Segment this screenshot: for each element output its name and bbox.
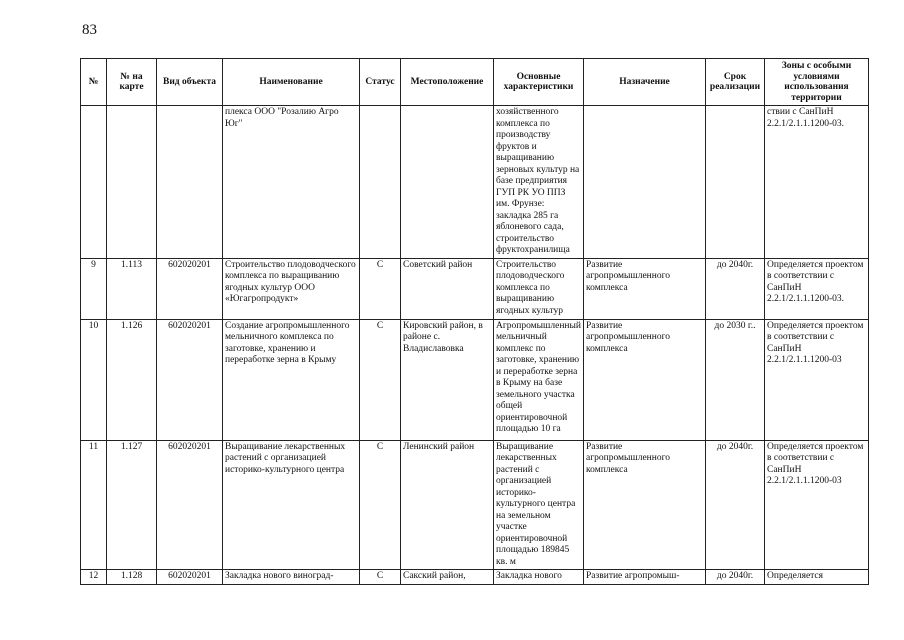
- header-location: Местоположение: [401, 59, 494, 106]
- cell-obj-type: 602020201: [157, 570, 223, 585]
- header-characteristics: Основные характеристики: [494, 59, 584, 106]
- cell-purpose: Развитие агропромышленного комплекса: [584, 440, 706, 570]
- cell-term: до 2040г.: [706, 440, 765, 570]
- cell-name: Закладка нового виноград-: [223, 570, 360, 585]
- cell-map-num: 1.113: [107, 258, 157, 319]
- cell-location: Ленинский район: [401, 440, 494, 570]
- cell-name: плекса ООО "Розалию Агро Юг": [223, 106, 360, 259]
- header-num: №: [81, 59, 107, 106]
- cell-purpose: Развитие агропромышленного комплекса: [584, 258, 706, 319]
- cell-map-num: 1.128: [107, 570, 157, 585]
- cell-num: 10: [81, 319, 107, 440]
- planning-table: [80, 58, 869, 585]
- cell-num: [81, 106, 107, 259]
- cell-term: до 2040г.: [706, 258, 765, 319]
- cell-zones: Определяется проектом в соответствии с СанПиН 2.2.1/2.1.1.1200-03: [765, 319, 869, 440]
- cell-num: 11: [81, 440, 107, 570]
- cell-obj-type: [157, 106, 223, 259]
- cell-term: до 2030 г..: [706, 319, 765, 440]
- cell-obj-type: 602020201: [157, 258, 223, 319]
- table-row: [81, 570, 869, 585]
- cell-term: [706, 106, 765, 259]
- cell-obj-type: 602020201: [157, 319, 223, 440]
- cell-location: [401, 106, 494, 259]
- cell-zones: ствии с СанПиН 2.2.1/2.1.1.1200-03.: [765, 106, 869, 259]
- cell-purpose: Развитие агропромышленного комплекса: [584, 319, 706, 440]
- cell-characteristics: хозяйственного комплекса по производству фруктов и выращиванию зерновых культур на базе предприятия ГУП РК УО ППЗ им. Фрунзе: закладка 285 га яблоневого сада, строительство фруктохранилища: [494, 106, 584, 259]
- cell-location: Советский район: [401, 258, 494, 319]
- cell-characteristics: Закладка нового: [494, 570, 584, 585]
- cell-map-num: 1.126: [107, 319, 157, 440]
- cell-map-num: [107, 106, 157, 259]
- header-map-num: № на карте: [107, 59, 157, 106]
- cell-purpose: [584, 106, 706, 259]
- cell-map-num: 1.127: [107, 440, 157, 570]
- table-row: [81, 258, 869, 319]
- cell-purpose: Развитие агропромыш-: [584, 570, 706, 585]
- cell-location: Сакский район,: [401, 570, 494, 585]
- cell-characteristics: Агропромышленный мельничный комплекс по заготовке, хранению и переработке зерна в Крыму на базе земельного участка общей ориентировочной площадью 10 га: [494, 319, 584, 440]
- cell-name: Выращивание лекарственных растений с организацией историко-культурного центра: [223, 440, 360, 570]
- cell-zones: Определяется проектом в соответствии с СанПиН 2.2.1/2.1.1.1200-03.: [765, 258, 869, 319]
- header-zones: Зоны с особыми условиями использования территории: [765, 59, 869, 106]
- table-row: [81, 319, 869, 440]
- header-name: Наименование: [223, 59, 360, 106]
- cell-num: 12: [81, 570, 107, 585]
- cell-characteristics: Выращивание лекарственных растений с организацией историко-культурного центра на земельном участке ориентировочной площадью 189845 кв. м: [494, 440, 584, 570]
- cell-status: С: [360, 570, 401, 585]
- table-row: [81, 106, 869, 259]
- cell-num: 9: [81, 258, 107, 319]
- cell-location: Кировский район, в районе с. Владиславовка: [401, 319, 494, 440]
- cell-status: [360, 106, 401, 259]
- cell-name: Строительство плодоводческого комплекса по выращиванию ягодных культур ООО «Югагропродукт»: [223, 258, 360, 319]
- cell-zones: Определяется проектом в соответствии с СанПиН 2.2.1/2.1.1.1200-03: [765, 440, 869, 570]
- cell-status: С: [360, 319, 401, 440]
- cell-obj-type: 602020201: [157, 440, 223, 570]
- cell-name: Создание агропромышленного мельничного комплекса по заготовке, хранению и переработке зерна в Крыму: [223, 319, 360, 440]
- cell-status: С: [360, 258, 401, 319]
- table-header-row: [81, 59, 869, 106]
- header-status: Статус: [360, 59, 401, 106]
- cell-status: С: [360, 440, 401, 570]
- header-term: Срок реализации: [706, 59, 765, 106]
- cell-term: до 2040г.: [706, 570, 765, 585]
- page-number: 83: [82, 22, 97, 38]
- table-row: [81, 440, 869, 570]
- cell-characteristics: Строительство плодоводческого комплекса по выращиванию ягодных культур: [494, 258, 584, 319]
- header-obj-type: Вид объекта: [157, 59, 223, 106]
- cell-zones: Определяется: [765, 570, 869, 585]
- header-purpose: Назначение: [584, 59, 706, 106]
